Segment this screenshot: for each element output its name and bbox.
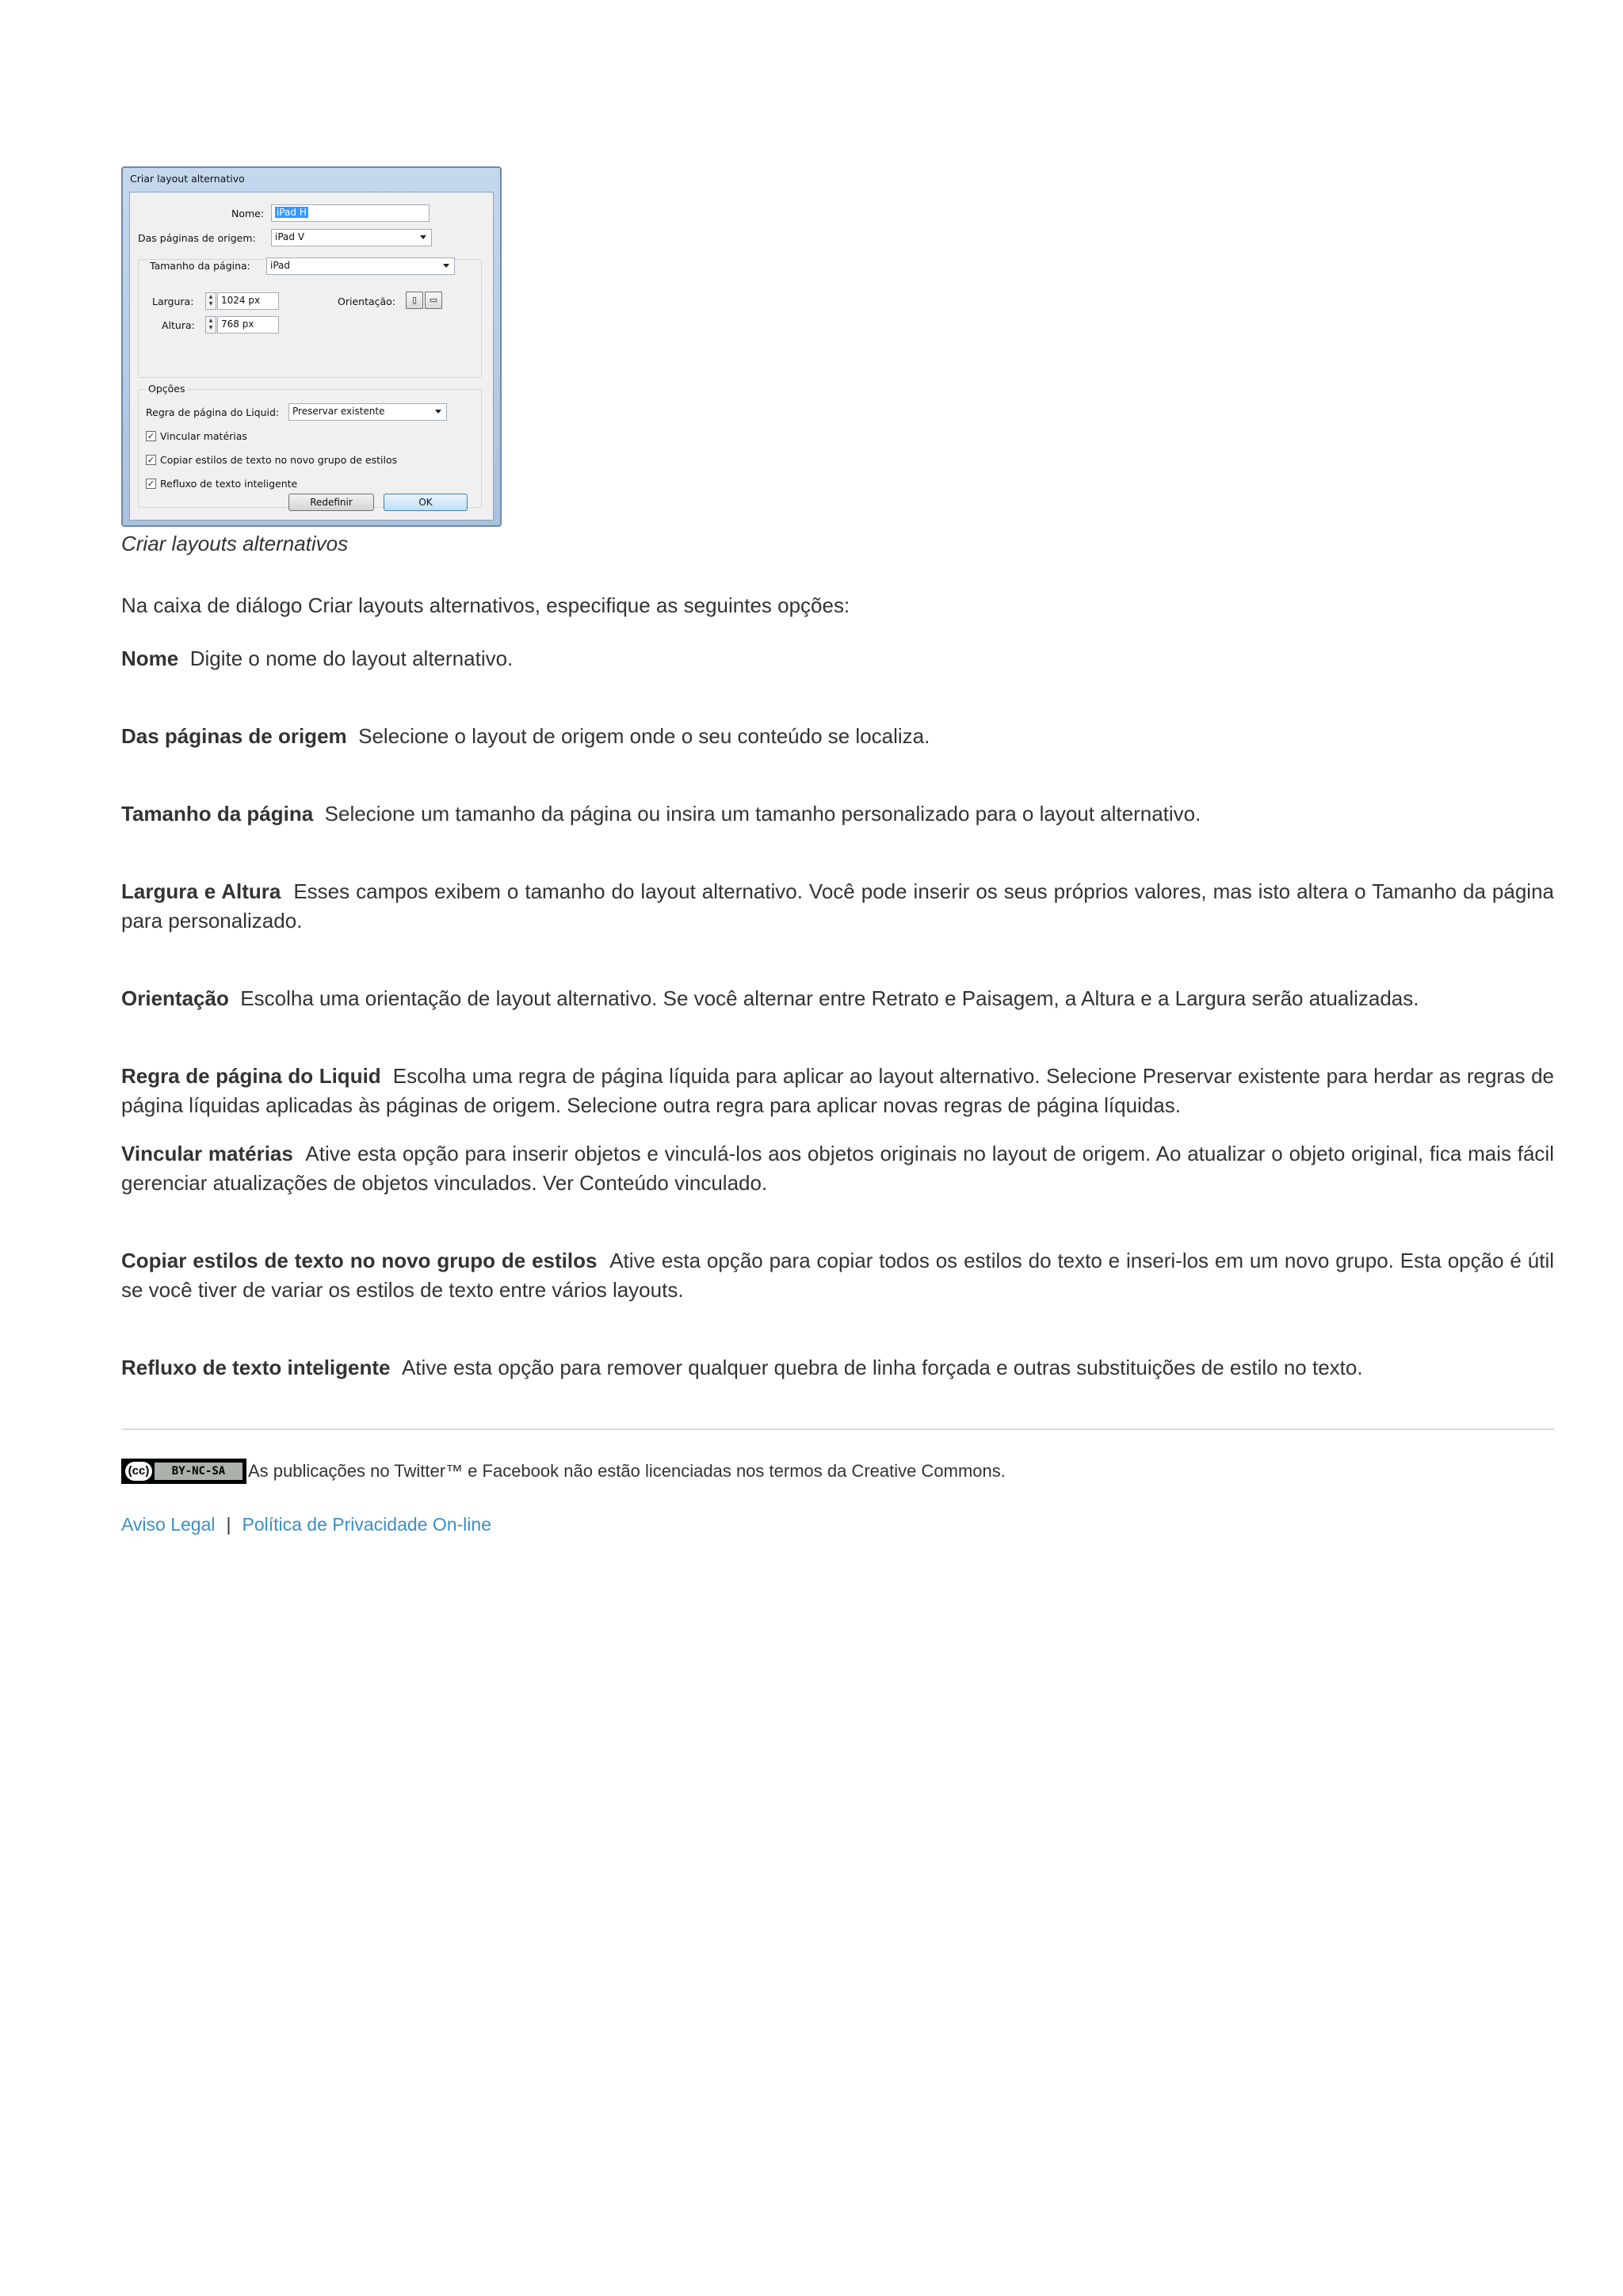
vincular-checkbox-label: Vincular matérias — [160, 430, 247, 442]
nome-value: iPad H — [277, 207, 307, 218]
definition-tamanho — [121, 799, 1554, 829]
intro-paragraph: Na caixa de diálogo Criar layouts alternativos, especifique as seguintes opções: — [121, 593, 850, 617]
reset-button[interactable]: Redefinir — [288, 494, 374, 511]
definition-term: Copiar estilos de texto no novo grupo de estilos — [121, 1249, 598, 1272]
definition-text: Selecione um tamanho da página ou insira um tamanho personalizado para o layout alternativo. — [324, 802, 1201, 826]
altura-spinner[interactable]: ▲ ▼ — [205, 316, 216, 334]
chevron-down-icon — [443, 264, 449, 268]
definition-nome — [121, 644, 1554, 673]
checkbox-checked-icon[interactable]: ✓ — [147, 479, 155, 489]
tamanho-select[interactable] — [266, 257, 455, 275]
chevron-down-icon — [435, 410, 441, 414]
definition-term: Refluxo de texto inteligente — [121, 1356, 391, 1379]
definition-vincular — [121, 1139, 1554, 1198]
vincular-checkbox-row[interactable] — [146, 430, 247, 442]
altura-value: 768 px — [221, 318, 254, 330]
checkbox-checked-icon[interactable]: ✓ — [147, 431, 155, 441]
privacy-policy-link[interactable]: Política de Privacidade On-line — [242, 1514, 491, 1535]
definition-term: Tamanho da página — [121, 802, 314, 826]
altura-input[interactable] — [217, 316, 279, 334]
altura-label: Altura: — [162, 319, 195, 331]
footer-divider — [121, 1428, 1554, 1430]
origem-value: iPad V — [275, 231, 305, 242]
regra-value: Preservar existente — [292, 406, 385, 417]
legal-notice-link[interactable]: Aviso Legal — [121, 1514, 216, 1535]
definition-regra — [121, 1062, 1554, 1120]
definition-term: Regra de página do Liquid — [121, 1064, 381, 1088]
ok-button[interactable]: OK — [384, 494, 468, 511]
definition-text: Ative esta opção para remover qualquer quebra de linha forçada e outras substituições de estilo no texto. — [401, 1356, 1363, 1379]
portrait-orientation-icon[interactable]: ▯ — [406, 292, 423, 309]
definition-copiar-estilos — [121, 1246, 1554, 1305]
refluxo-checkbox-label: Refluxo de texto inteligente — [160, 478, 298, 490]
checkbox-checked-icon[interactable]: ✓ — [147, 455, 155, 465]
definition-largura-altura — [121, 877, 1554, 936]
copiar-estilos-checkbox-label: Copiar estilos de texto no novo grupo de estilos — [160, 454, 398, 466]
document-page — [121, 166, 1554, 1535]
largura-value: 1024 px — [221, 295, 261, 306]
regra-select[interactable] — [288, 403, 447, 421]
dialog-title: Criar layout alternativo — [130, 173, 245, 185]
definition-term: Vincular matérias — [121, 1142, 293, 1165]
chevron-down-icon — [420, 235, 426, 239]
page-size-group — [138, 259, 482, 378]
nome-label: Nome: — [231, 208, 265, 219]
definition-text: Escolha uma regra de página líquida para aplicar ao layout alternativo. Selecione Preservar existente para herdar as regras de página líquidas aplicadas às páginas de origem. Selecione outra regra para aplicar novas regras de página líquidas. — [121, 1064, 1554, 1117]
definition-orientacao — [121, 984, 1554, 1013]
definition-text: Ative esta opção para inserir objetos e vinculá-los aos objetos originais no layout de origem. Ao atualizar o objeto original, fica mais fácil gerenciar atualizações de objetos vinculados. Ver Conteúdo vinculado. — [121, 1142, 1554, 1195]
definition-text: Esses campos exibem o tamanho do layout alternativo. Você pode inserir os seus próprios valores, mas isto altera o Tamanho da página para personalizado. — [121, 879, 1555, 933]
license-row — [121, 1459, 1554, 1484]
definition-origem — [121, 722, 1554, 751]
definition-text: Digite o nome do layout alternativo. — [189, 646, 514, 670]
largura-spinner[interactable]: ▲ ▼ — [205, 292, 216, 310]
creative-commons-badge-icon[interactable] — [121, 1459, 246, 1484]
license-text: As publicações no Twitter™ e Facebook não estão licenciadas nos termos da Creative Commons. — [248, 1461, 1006, 1481]
definition-refluxo — [121, 1353, 1554, 1383]
footer-separator: | — [226, 1514, 231, 1535]
refluxo-checkbox-row[interactable] — [146, 478, 297, 490]
largura-label: Largura: — [152, 296, 194, 307]
definition-term: Orientação — [121, 986, 229, 1010]
dialog-screenshot — [121, 166, 502, 527]
dialog-body — [129, 192, 494, 521]
definition-term: Das páginas de origem — [121, 724, 347, 748]
regra-label: Regra de página do Liquid: — [146, 406, 280, 418]
tamanho-label: Tamanho da página: — [147, 260, 253, 272]
copiar-estilos-checkbox-row[interactable] — [146, 454, 397, 466]
largura-input[interactable] — [217, 292, 279, 310]
opcoes-label: Opções — [146, 383, 188, 395]
nome-input[interactable] — [271, 204, 430, 222]
definition-term: Nome — [121, 646, 179, 670]
origem-label: Das páginas de origem: — [138, 232, 256, 244]
tamanho-value: iPad — [270, 260, 291, 271]
figure-caption: Criar layouts alternativos — [121, 532, 349, 555]
definition-text: Escolha uma orientação de layout alternativo. Se você alternar entre Retrato e Paisagem, a Altura e a Largura serão atualizadas. — [240, 986, 1419, 1010]
landscape-orientation-icon[interactable]: ▭ — [425, 292, 442, 309]
definition-text: Ative esta opção para copiar todos os estilos do texto e inseri-los em um novo grupo. Esta opção é útil se você tiver de variar os estilos de texto entre vários layouts. — [121, 1249, 1554, 1302]
cc-terms: BY-NC-SA — [155, 1463, 242, 1480]
definition-text: Selecione o layout de origem onde o seu conteúdo se localiza. — [358, 724, 930, 748]
definition-term: Largura e Altura — [121, 879, 281, 903]
cc-logo: (cc) — [125, 1462, 152, 1481]
orientacao-label: Orientação: — [338, 296, 396, 307]
footer-links — [121, 1514, 1554, 1535]
origem-select[interactable] — [271, 229, 432, 246]
